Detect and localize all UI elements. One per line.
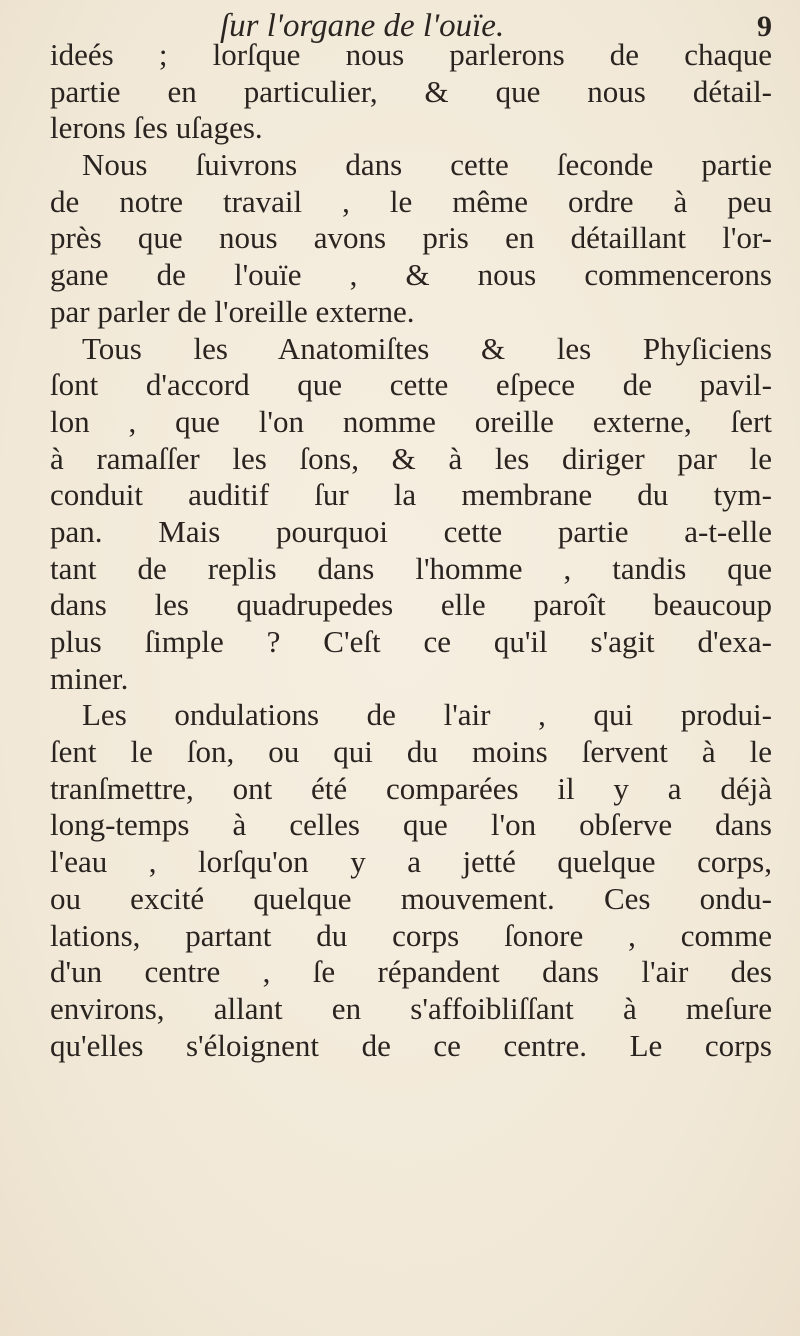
text-line: lerons ſes uſages. [50,110,263,146]
text-line: lations, partant du corps ſonore , comme [50,917,772,953]
paragraph-start-line: Les ondulations de l'air , qui produi- [82,697,772,733]
text-line: tranſmettre, ont été comparées il y a déjà [50,770,772,806]
text-line: ou excité quelque mouvement. Ces ondu- [50,880,772,916]
text-line: conduit auditif ſur la membrane du tym- [50,477,772,513]
text-line: dans les quadrupedes elle paroît beaucoup [50,587,772,623]
text-line: à ramaſſer les ſons, & à les diriger par le [50,440,772,476]
text-line: long-temps à celles que l'on obſerve dans [50,807,772,843]
text-line: gane de l'ouïe , & nous commencerons [50,257,772,293]
text-line: ſent le ſon, ou qui du moins ſervent à le [50,734,772,770]
text-line: plus ſimple ? C'eſt ce qu'il s'agit d'exa- [50,624,772,659]
text-line: de notre travail , le même ordre à peu [50,183,772,219]
page-number: 9 [757,10,772,43]
text-line: qu'elles s'éloignent de ce centre. Le corps [50,1027,772,1063]
text-line: d'un centre , ſe répandent dans l'air des [50,954,772,990]
text-line: lon , que l'on nomme oreille externe, ſert [50,403,772,439]
text-line: environs, allant en s'affoibliſſant à meſure [50,990,772,1026]
paragraph-start-line: Nous ſuivrons dans cette ſeconde partie [82,147,772,183]
text-line: tant de replis dans l'homme , tandis que [50,550,772,586]
paragraph-start-line: Tous les Anatomiſtes & les Phyſiciens [82,330,772,366]
text-line: pan. Mais pourquoi cette partie a-t-elle [50,513,772,549]
text-line: ideés ; lorſque nous parlerons de chaque [50,37,772,72]
text-line: l'eau , lorſqu'on y a jetté quelque corps, [50,844,772,880]
text-line: ſont d'accord que cette eſpece de pavil- [50,367,772,403]
text-line: partie en particulier, & que nous détail- [50,73,772,109]
body-text [50,37,772,1064]
text-line: par parler de l'oreille externe. [50,293,415,329]
text-line: près que nous avons pris en détaillant l'or- [50,220,772,256]
running-title: ſur l'organe de l'ouïe. [220,8,505,44]
text-line: miner. [50,660,129,696]
